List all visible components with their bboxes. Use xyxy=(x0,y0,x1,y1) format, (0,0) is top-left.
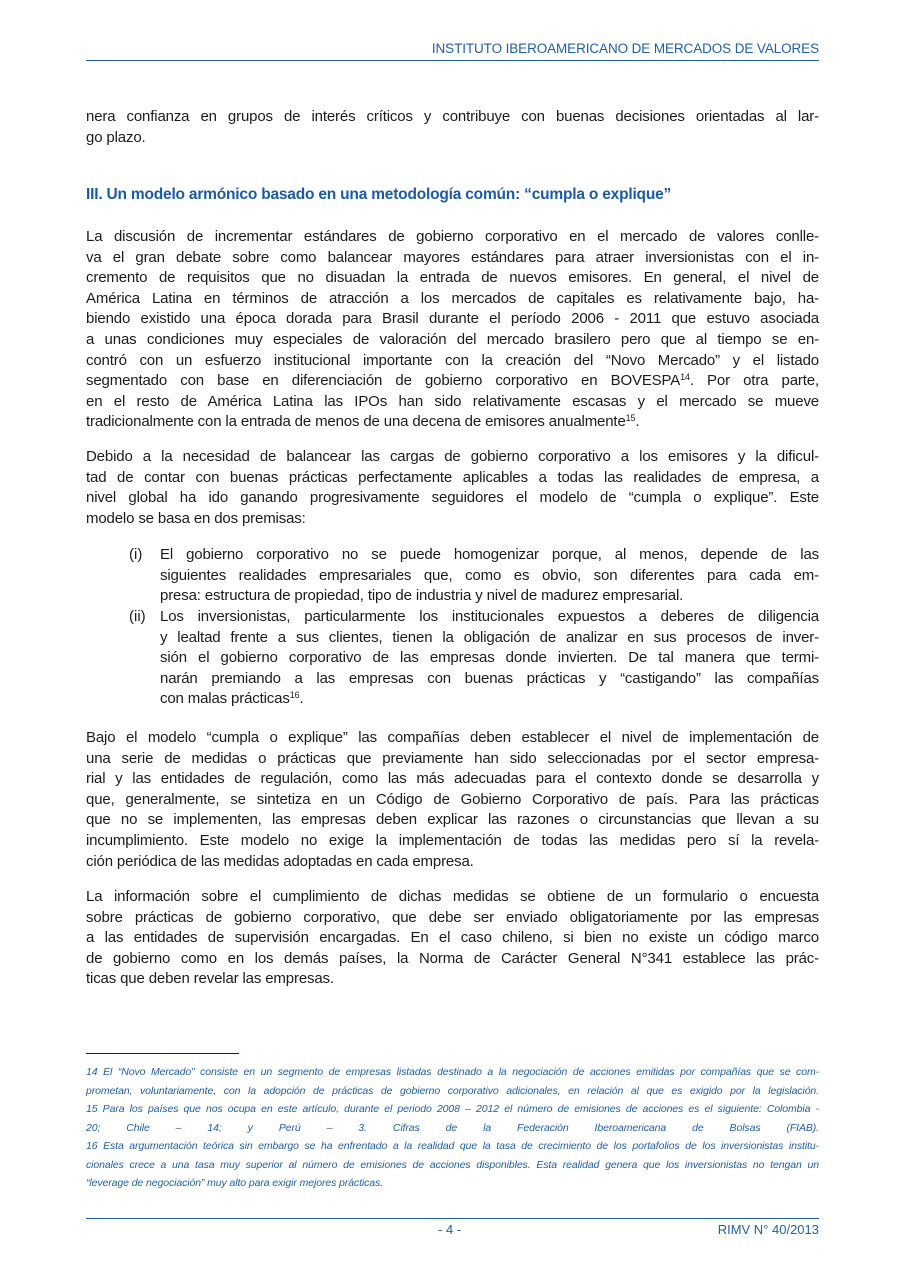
text-line: presa: estructura de propiedad, tipo de industria y nivel de madurez empresarial. xyxy=(160,587,684,605)
running-header: INSTITUTO IBEROAMERICANO DE MERCADOS DE VALORES xyxy=(431,41,819,56)
text-line: 15 Para los países que nos ocupa en este artículo, durante el periodo 2008 – 2012 el número de emisiones de acciones es el siguiente: Colombia - xyxy=(86,1103,819,1115)
text-segment: segmentado con base en diferenciación de gobierno corporativo en BOVESPA xyxy=(86,372,681,390)
text-segment: tradicionalmente con la entrada de menos de una decena de emisores anualmente xyxy=(86,413,626,431)
text-line: ticas que deben revelar las empresas. xyxy=(86,970,334,988)
footnote-reference: 15 xyxy=(625,413,636,424)
text-line: Bajo el modelo “cumpla o explique” las compañías deben establecer el nivel de implementación de xyxy=(86,729,819,746)
text-line: cremento de requisitos que no disuadan la entrada de nuevos emisores. En general, el nivel de xyxy=(86,269,819,287)
footnotes xyxy=(86,1063,819,1193)
text-line: y lealtad frente a sus clientes, tienen la obligación de analizar en sus procesos de inver- xyxy=(160,628,819,646)
text-line: incumplimiento. Este modelo no exige la implementación de todas las medidas pero sí la revela- xyxy=(86,831,819,849)
text-line: que no se implementen, las empresas deben explicar las razones o circunstancias que llevan a su xyxy=(86,811,819,829)
issue-label: RIMV N° 40/2013 xyxy=(717,1222,819,1237)
text-segment: con malas prácticas xyxy=(160,690,290,708)
text-line: 14 El “Novo Mercado” consiste en un segmento de empresas listadas destinado a la negociación de acciones emitidas por compañías que se com- xyxy=(86,1066,819,1078)
text-segment: . Por otra parte, xyxy=(689,372,819,390)
list-item-text xyxy=(160,607,819,710)
text-line: cionales crece a una tasa muy superior al número de emisiones de acciones disponibles. Esta realidad genera que los inversionistas no tengan un xyxy=(86,1158,819,1171)
text-line: a las entidades de supervisión encargadas. En el caso chileno, si bien no existe un código marco xyxy=(86,929,819,947)
text-line xyxy=(86,371,819,392)
text-line: que, generalmente, se sintetiza en un Código de Gobierno Corporativo de país. Para las prácticas xyxy=(86,790,819,808)
list-label: (i) xyxy=(129,546,143,563)
text-line: El gobierno corporativo no se puede homogenizar porque, al menos, depende de las xyxy=(160,546,819,563)
text-line: Debido a la necesidad de balancear las cargas de gobierno corporativo a los emisores y la dificul- xyxy=(86,448,819,465)
text-line: Los inversionistas, particularmente los institucionales expuestos a deberes de diligencia xyxy=(160,608,819,625)
text-line: sión el gobierno corporativo de las empresas donde invierten. De tal manera que termi- xyxy=(160,649,819,667)
text-line: prometan, voluntariamente, con la adopción de prácticas de gobierno corporativo adicionales, en relación al que es exigido por la legislación. xyxy=(86,1084,819,1097)
paragraph-2 xyxy=(86,227,819,433)
text-line: contró con un esfuerzo institucional importante con la creación del “Novo Mercado” y el listado xyxy=(86,351,819,369)
footnote-reference: 16 xyxy=(289,690,300,701)
paragraph-3 xyxy=(86,447,819,529)
text-segment: . xyxy=(299,690,304,708)
paragraph-1 xyxy=(86,107,819,148)
text-line: ción periódica de las medidas adoptadas en cada empresa. xyxy=(86,852,474,870)
text-segment: . xyxy=(635,413,640,431)
text-line: narán premiando a las empresas con buenas prácticas y “castigando” las compañías xyxy=(160,669,819,687)
text-line: nivel global ha ido ganando progresivamente seguidores el modelo de “cumpla o explique”. Este xyxy=(86,489,819,507)
text-line xyxy=(160,689,819,710)
text-line: sobre prácticas de gobierno corporativo, que debe ser enviado obligatoriamente por las empresas xyxy=(86,908,819,926)
list-label: (ii) xyxy=(129,608,146,625)
page-number: - 4 - xyxy=(438,1222,462,1237)
text-line: en el resto de América Latina las IPOs han sido relativamente escasas y el mercado se mueve xyxy=(86,392,819,410)
paragraph-5 xyxy=(86,887,819,990)
text-line: de gobierno como en los demás países, la Norma de Carácter General N°341 establece las prác- xyxy=(86,949,819,967)
text-line: modelo se basa en dos premisas: xyxy=(86,509,306,527)
text-line: go plazo. xyxy=(86,128,146,146)
header-rule xyxy=(86,60,819,61)
footer-rule xyxy=(86,1218,819,1219)
section-heading: III. Un modelo armónico basado en una metodología común: “cumpla o explique” xyxy=(86,186,672,203)
text-line: nera confianza en grupos de interés críticos y contribuye con buenas decisiones orientadas al lar- xyxy=(86,108,819,125)
text-line: rial y las entidades de regulación, como las más adecuadas para el contexto donde se desarrolla y xyxy=(86,770,819,788)
text-line: a unas condiciones muy especiales de valoración del mercado brasilero pero que al tiempo se en- xyxy=(86,330,819,348)
text-line: siguientes realidades empresariales que, como es obvio, son diferentes para cada em- xyxy=(160,566,819,584)
text-line: La información sobre el cumplimiento de dichas medidas se obtiene de un formulario o encuesta xyxy=(86,888,819,905)
footnote-rule xyxy=(86,1053,239,1054)
text-line: La discusión de incrementar estándares de gobierno corporativo en el mercado de valores conlle- xyxy=(86,228,819,245)
text-line: América Latina en términos de atracción a los mercados de capitales es relativamente bajo, ha- xyxy=(86,289,819,307)
text-line xyxy=(86,412,819,433)
text-line: tad de contar con buenas prácticas perfectamente aplicables a todas las realidades de empresa, a xyxy=(86,468,819,486)
paragraph-4 xyxy=(86,728,819,872)
list-item-text xyxy=(160,545,819,607)
text-line: 16 Esta argumentación teórica sin embargo se ha enfrentado a la realidad que la tasa de crecimiento de los portafolios de los inversionistas institu- xyxy=(86,1140,819,1152)
text-line: 20; Chile – 14; y Perú – 3. Cifras de la Federación Iberoamericana de Bolsas (FIAB). xyxy=(86,1121,819,1134)
text-line: una serie de medidas o prácticas que previamente han sido seleccionadas por el sector empresa- xyxy=(86,749,819,767)
text-line: va el gran debate sobre como balancear mayores estándares para atraer inversionistas con el in- xyxy=(86,248,819,266)
text-line: biendo existido una época dorada para Brasil durante el período 2006 - 2011 que estuvo asociada xyxy=(86,310,819,328)
footnote-reference: 14 xyxy=(680,372,690,383)
text-line: “leverage de negociación” muy alto para exigir mejores prácticas. xyxy=(86,1177,383,1189)
